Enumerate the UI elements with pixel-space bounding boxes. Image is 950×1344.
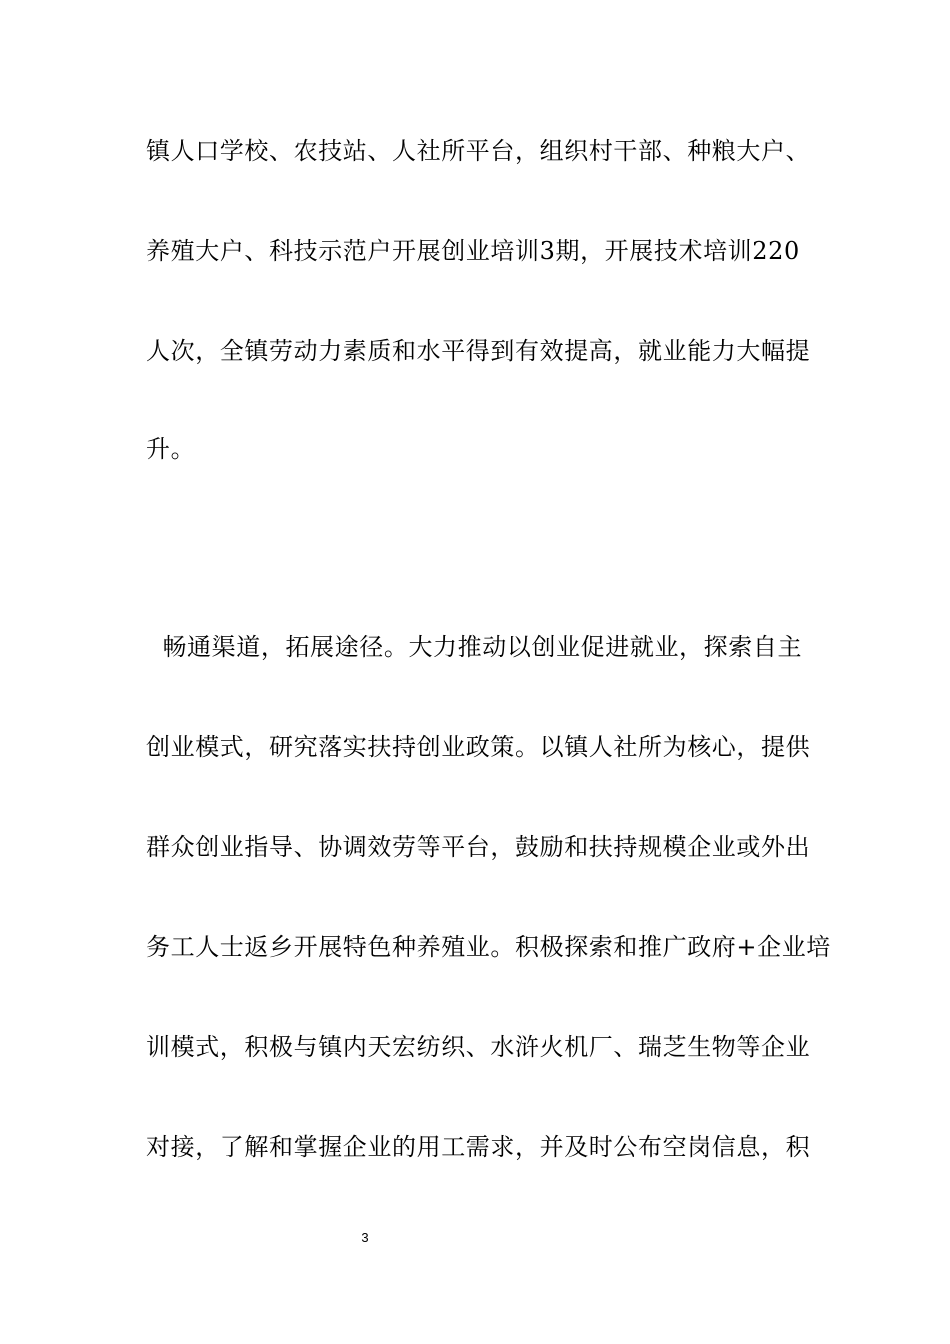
paragraph-1-line-1: 镇人口学校、农技站、人社所平台，组织村干部、种粮大户、 [146, 137, 811, 165]
paragraph-2-line-4: 务工人士返乡开展特色种养殖业。积极探索和推广政府+企业培 [146, 933, 831, 961]
page-number: 3 [361, 1230, 369, 1245]
paragraph-2-line-3: 群众创业指导、协调效劳等平台，鼓励和扶持规模企业或外出 [146, 833, 811, 861]
paragraph-1-line-3: 人次，全镇劳动力素质和水平得到有效提高，就业能力大幅提 [146, 337, 811, 365]
paragraph-2-line-6: 对接，了解和掌握企业的用工需求，并及时公布空岗信息，积 [146, 1133, 811, 1161]
paragraph-1-line-4: 升。 [146, 435, 196, 463]
paragraph-2-line-5: 训模式，积极与镇内天宏纺织、水浒火机厂、瑞芝生物等企业 [146, 1033, 811, 1061]
paragraph-1-line-2: 养殖大户、科技示范户开展创业培训3期，开展技术培训220 [146, 237, 800, 265]
paragraph-2-line-2: 创业模式，研究落实扶持创业政策。以镇人社所为核心，提供 [146, 733, 811, 761]
paragraph-2-line-1: 畅通渠道，拓展途径。大力推动以创业促进就业，探索自主 [146, 633, 803, 661]
